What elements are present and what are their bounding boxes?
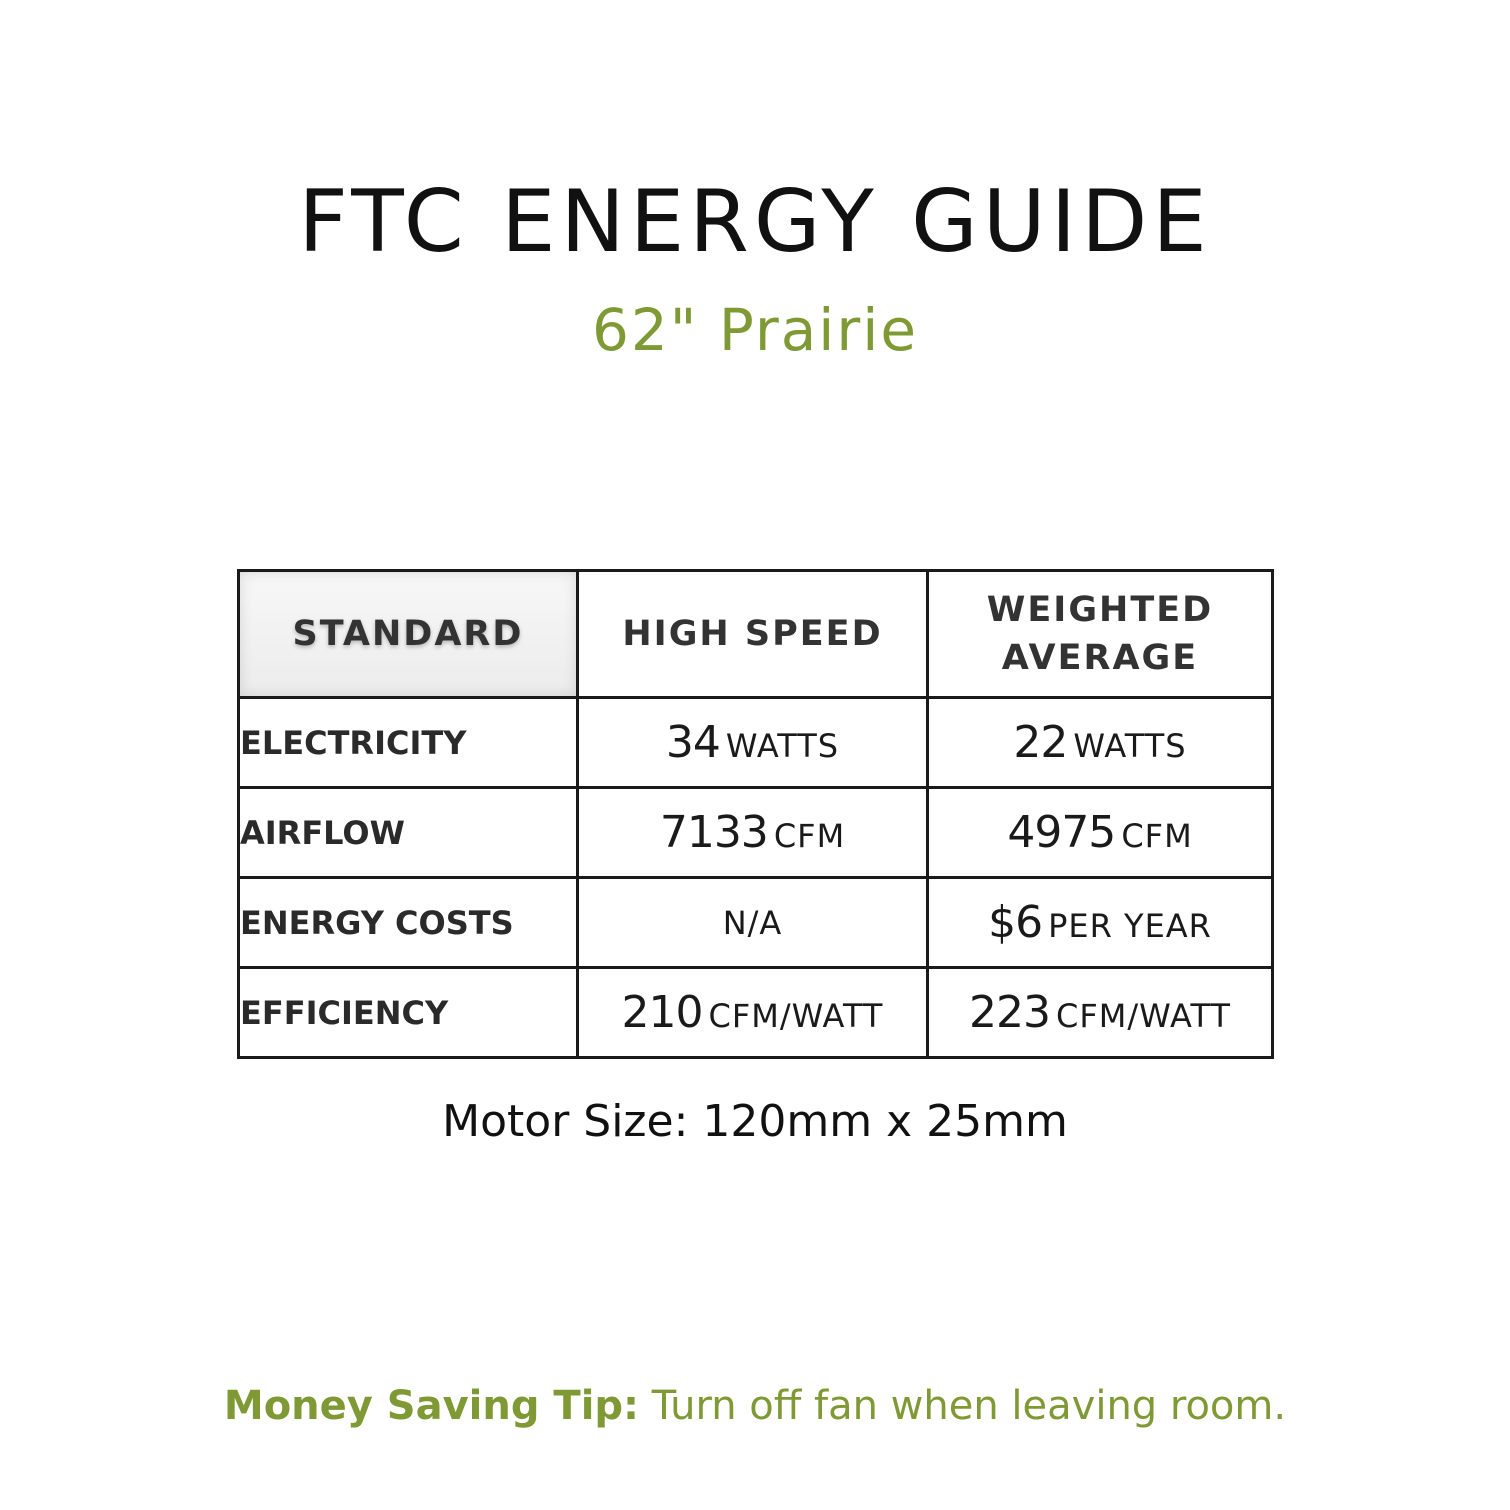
table-row	[239, 878, 1273, 968]
row-label-electricity: ELECTRICITY	[239, 698, 578, 788]
table-row	[239, 698, 1273, 788]
row-label-airflow: AIRFLOW	[239, 788, 578, 878]
cell-high-energy-costs	[578, 878, 928, 968]
value-number: 22	[1013, 717, 1068, 768]
table-row	[239, 788, 1273, 878]
value-unit: CFM/WATT	[708, 997, 884, 1035]
cell-avg-electricity	[928, 698, 1273, 788]
value-unit: CFM	[773, 817, 846, 855]
header-high-speed: HIGH SPEED	[578, 571, 928, 698]
value-number: 34	[665, 717, 720, 768]
product-subtitle: 62" Prairie	[591, 296, 919, 364]
row-label-efficiency: EFFICIENCY	[239, 968, 578, 1058]
value-unit: WATTS	[1073, 727, 1187, 765]
tip-text: Turn off fan when leaving room.	[651, 1383, 1287, 1429]
header-weighted-average-text: WEIGHTED AVERAGE	[986, 590, 1214, 678]
value-number: $6	[988, 897, 1043, 948]
motor-size-label: Motor Size:	[442, 1096, 689, 1147]
motor-size	[0, 1094, 1510, 1150]
motor-size-value: 120mm x 25mm	[702, 1096, 1068, 1147]
value-number: 223	[969, 987, 1050, 1038]
value-unit: CFM/WATT	[1056, 997, 1231, 1035]
header-standard: STANDARD	[239, 571, 578, 698]
page-title: FTC ENERGY GUIDE	[298, 172, 1212, 272]
value-na: N/A	[722, 903, 783, 942]
cell-high-airflow	[578, 788, 928, 878]
value-unit: PER YEAR	[1048, 907, 1212, 945]
cell-avg-efficiency	[928, 968, 1273, 1058]
table-header-row	[239, 571, 1273, 698]
header-weighted-average	[928, 571, 1273, 698]
tip-label: Money Saving Tip:	[223, 1383, 640, 1429]
energy-guide-table	[237, 569, 1274, 1059]
value-number: 7133	[659, 807, 768, 858]
value-number: 210	[621, 987, 703, 1038]
row-label-energy-costs: ENERGY COSTS	[239, 878, 578, 968]
value-unit: WATTS	[725, 727, 840, 765]
cell-high-electricity	[578, 698, 928, 788]
table-row	[239, 968, 1273, 1058]
cell-avg-airflow	[928, 788, 1273, 878]
money-saving-tip	[0, 1380, 1510, 1432]
value-unit: CFM	[1121, 817, 1193, 855]
cell-avg-energy-costs	[928, 878, 1273, 968]
cell-high-efficiency	[578, 968, 928, 1058]
value-number: 4975	[1007, 807, 1116, 858]
